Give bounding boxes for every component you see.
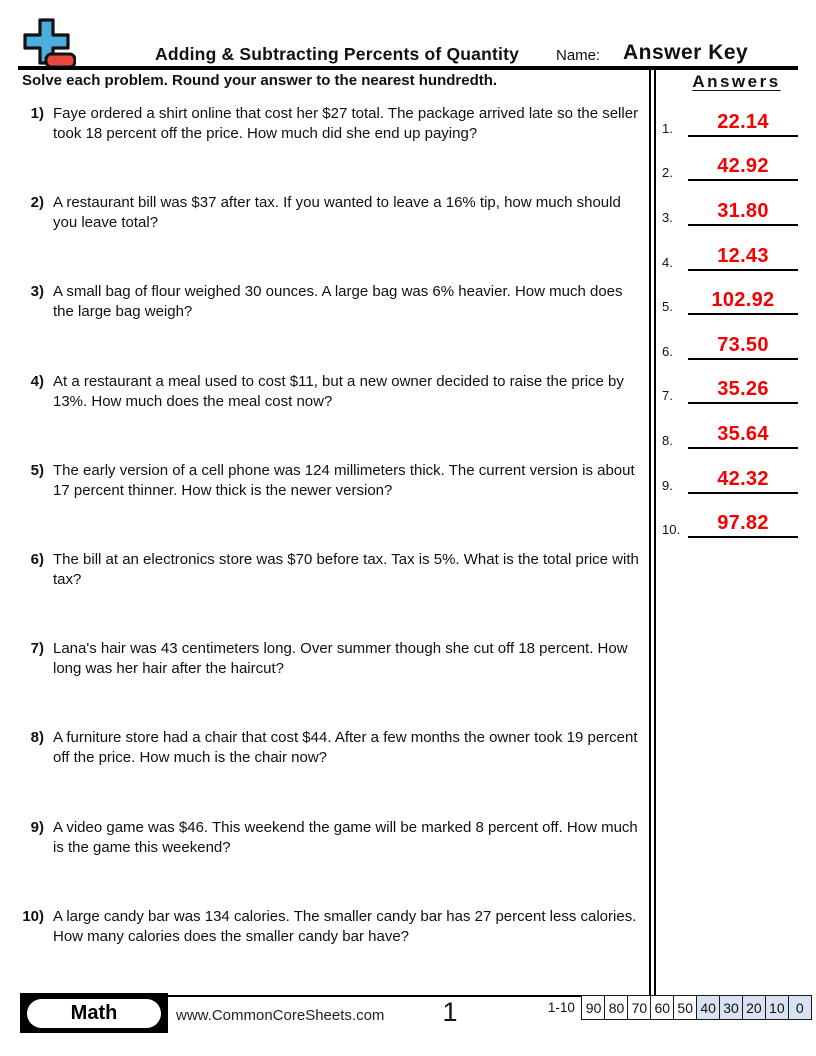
question-number: 8) xyxy=(30,729,44,747)
question-number: 3) xyxy=(30,283,44,301)
subject-label: Math xyxy=(70,1001,118,1024)
score-cell-90: 90 xyxy=(581,995,606,1020)
score-cell-40: 40 xyxy=(696,995,721,1020)
answer-value: 35.26 xyxy=(717,378,769,401)
question-number: 9) xyxy=(30,818,44,836)
question-2 xyxy=(0,193,648,282)
answer-9 xyxy=(657,449,816,494)
question-5 xyxy=(0,461,648,550)
answer-number: 9. xyxy=(662,477,673,493)
answer-2 xyxy=(657,137,816,182)
question-text: A large candy bar was 134 calories. The smaller candy bar has 27 percent less calories. How many calories does the smaller candy bar have? xyxy=(53,907,637,945)
answer-number: 4. xyxy=(662,254,673,270)
question-number: 5) xyxy=(30,461,44,479)
answer-number: 7. xyxy=(662,388,673,404)
question-text: The early version of a cell phone was 124 millimeters thick. The current version is about 17 percent thinner. How thick is the newer version? xyxy=(53,461,635,499)
header-divider xyxy=(18,66,798,70)
question-6 xyxy=(0,550,648,639)
answer-blank-line xyxy=(688,334,798,360)
question-8 xyxy=(0,728,648,817)
question-10 xyxy=(0,907,648,996)
question-text: At a restaurant a meal used to cost $11, but a new owner decided to raise the price by 13%. How much does the meal cost now? xyxy=(53,372,624,410)
question-number: 10) xyxy=(22,907,44,925)
answer-4 xyxy=(657,226,816,271)
question-text: A video game was $46. This weekend the game will be marked 8 percent off. How much is the game this weekend? xyxy=(53,818,638,856)
answer-3 xyxy=(657,181,816,226)
score-cell-70: 70 xyxy=(627,995,652,1020)
score-cell-60: 60 xyxy=(650,995,675,1020)
answer-1 xyxy=(657,92,816,137)
answers-column xyxy=(657,72,816,538)
question-number: 6) xyxy=(30,550,44,568)
question-number: 7) xyxy=(30,640,44,658)
answer-value: 12.43 xyxy=(717,244,769,267)
question-number: 2) xyxy=(30,194,44,212)
answer-7 xyxy=(657,360,816,405)
name-label: Name: xyxy=(556,47,601,64)
score-table xyxy=(548,995,812,1020)
website-link[interactable]: www.CommonCoreSheets.com xyxy=(176,1007,385,1024)
question-1 xyxy=(0,104,648,193)
answer-6 xyxy=(657,315,816,360)
answer-value: 97.82 xyxy=(717,512,769,535)
score-cell-30: 30 xyxy=(719,995,744,1020)
answer-value: 73.50 xyxy=(717,333,769,356)
answer-blank-line xyxy=(688,155,798,181)
question-text: The bill at an electronics store was $70 before tax. Tax is 5%. What is the total price with tax? xyxy=(53,550,639,588)
instructions: Solve each problem. Round your answer to the nearest hundredth. xyxy=(22,72,498,89)
answer-list xyxy=(657,92,816,538)
answer-blank-line xyxy=(688,111,798,137)
score-cell-80: 80 xyxy=(604,995,629,1020)
question-list xyxy=(0,104,648,996)
answer-number: 6. xyxy=(662,343,673,359)
question-text: A furniture store had a chair that cost $44. After a few months the owner took 19 percent off the price. How much is the chair now? xyxy=(53,729,638,767)
question-9 xyxy=(0,818,648,907)
answer-number: 1. xyxy=(662,120,673,136)
score-cell-20: 20 xyxy=(742,995,767,1020)
question-4 xyxy=(0,372,648,461)
answer-blank-line xyxy=(688,200,798,226)
score-cell-10: 10 xyxy=(765,995,790,1020)
answer-number: 8. xyxy=(662,432,673,448)
answer-number: 10. xyxy=(662,522,681,538)
answer-5 xyxy=(657,271,816,316)
question-text: A restaurant bill was $37 after tax. If you wanted to leave a 16% tip, how much should you leave total? xyxy=(53,194,621,232)
answer-value: 35.64 xyxy=(717,422,769,445)
answer-value: 42.92 xyxy=(717,155,769,178)
question-3 xyxy=(0,282,648,371)
question-number: 1) xyxy=(30,105,44,122)
answer-10 xyxy=(657,494,816,539)
answer-blank-line xyxy=(688,512,798,538)
question-text: A small bag of flour weighed 30 ounces. A large bag was 6% heavier. How much does the large bag weigh? xyxy=(53,283,623,321)
answers-column-divider xyxy=(649,69,656,995)
score-cell-50: 50 xyxy=(673,995,698,1020)
score-range-label: 1-10 xyxy=(547,1000,575,1015)
question-text: Faye ordered a shirt online that cost her $27 total. The package arrived late so the seller took 18 percent off the price. How much did she end up paying? xyxy=(53,105,639,142)
answer-number: 5. xyxy=(662,299,673,315)
answer-value: 42.32 xyxy=(717,467,769,490)
answer-blank-line xyxy=(688,423,798,449)
answer-number: 2. xyxy=(662,165,673,181)
answer-value: 102.92 xyxy=(711,289,775,312)
worksheet-title: Adding & Subtracting Percents of Quantity xyxy=(155,44,520,64)
question-7 xyxy=(0,639,648,728)
question-text: Lana's hair was 43 centimeters long. Over summer though she cut off 18 percent. How long was her hair after the haircut? xyxy=(53,640,628,678)
answer-blank-line xyxy=(688,245,798,271)
question-number: 4) xyxy=(30,372,44,390)
page-number: 1 xyxy=(442,997,458,1027)
answer-value: 31.80 xyxy=(717,199,769,222)
answer-blank-line xyxy=(688,289,798,315)
subject-badge xyxy=(20,993,168,1033)
answers-title: Answers xyxy=(692,72,781,91)
answer-8 xyxy=(657,404,816,449)
answer-number: 3. xyxy=(662,209,673,225)
answer-value: 22.14 xyxy=(717,110,769,133)
score-cell-0: 0 xyxy=(788,995,813,1020)
answer-blank-line xyxy=(688,378,798,404)
subject-pill xyxy=(27,999,161,1028)
answer-key-label: Answer Key xyxy=(623,41,749,64)
answer-blank-line xyxy=(688,468,798,494)
